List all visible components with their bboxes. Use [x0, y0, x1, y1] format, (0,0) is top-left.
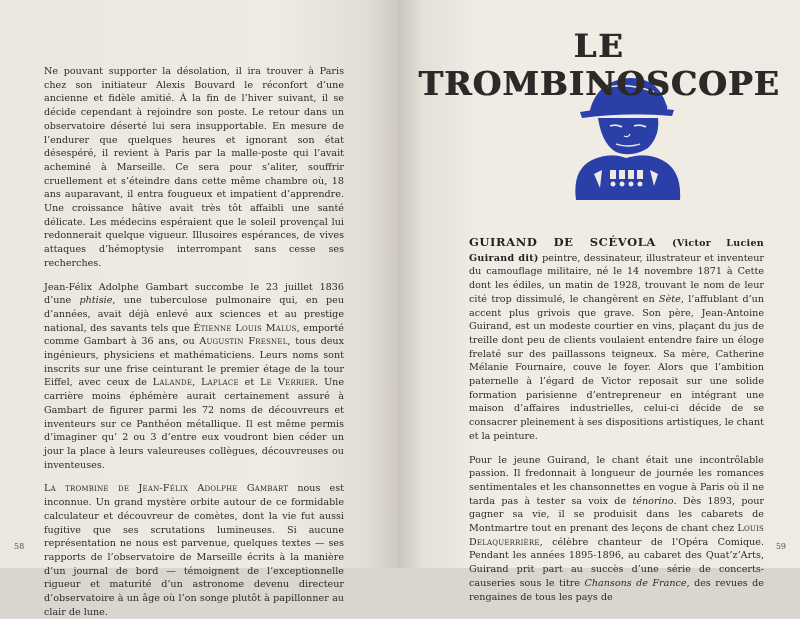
small-caps-name: Étienne Louis Malus: [193, 322, 297, 334]
text-run: ,: [192, 377, 202, 389]
small-caps-name: Louis Delaquerrière: [469, 523, 764, 548]
body-paragraph: [44, 482, 344, 619]
small-caps-name: La trombine de Jean-Félix Adolphe Gambart: [44, 483, 289, 495]
body-paragraph: [469, 236, 764, 444]
text-run: . Une carrière moins éphémère aurait certainement assuré à Gambart de figurer parmi les 72 noms de découvreurs et inventeurs sur ce Panthéon métallique. Il est même permis d’imaginer qu’ 2 ou 3 d’entre eux voudront bien céder un jour la place à leurs valeureuses collègues, découvreuses ou inventeuses.: [44, 377, 345, 471]
left-text-column: [44, 65, 344, 619]
small-caps-name: Laplace: [201, 377, 239, 389]
text-run: Ne pouvant supporter la désolation, il ira trouver à Paris chez son initiateur Alexis Bouvard le réconfort d’une ancienne et fidèle amitié. À la fin de l’hiver suivant, il se décide cependant à rejoindre son poste. Le retour dans un observatoire déserté lui sera insupportable. En mesure de l’endurer que quelques heures et ignorant son état désespéré, il revient à Paris par la malle-poste qui l’avait acheminé à Marseille. Ce sera pour s’aliter, souffrir cruellement et s’éteindre dans cette même chambre où, 18 ans auparavant, il entra fougueux et impatient d’apprendre. Une croissance hâtive avait très tôt affaibli une santé délicate. Les médecins espéraient que le soleil provençal lui redonnerait quelque vigueur. Illusoires espérances, de vives attaques d’hémoptysie interrompant sans cesse ses recherches.: [44, 66, 344, 269]
page-number-left: 58: [14, 542, 25, 551]
entry-subname: (Victor Lucien Guirand dit): [469, 238, 765, 264]
title-line-1: LE: [573, 27, 625, 65]
body-paragraph: [44, 65, 344, 271]
right-page: [398, 0, 800, 603]
text-run: Jean-Félix Adolphe Gambart succombe le 23 juillet 1836 d’une: [44, 281, 344, 307]
right-text-column: [469, 236, 764, 604]
body-paragraph: [469, 454, 764, 605]
text-run: . Dès 1893, pour gagner sa vie, il se produisit dans les cabarets de Montmartre tout en prenant des leçons de chant chez: [469, 495, 764, 535]
left-page: [0, 0, 398, 618]
small-caps-name: Augustin Fresnel: [199, 336, 288, 348]
body-paragraph: [44, 281, 344, 473]
small-caps-name: Lalande: [152, 377, 193, 389]
italic-term: Sète: [659, 293, 681, 305]
text-run: Pour le jeune Guirand, le chant était une incontrôlable passion. Il fredonnait à longueur de journée les romances sentimentales et les chansonnettes en vogue à Paris où il ne tarda pas à tester sa voix de: [469, 454, 764, 507]
text-run: et: [238, 377, 261, 389]
text-run: , célèbre chanteur de l’Opéra Comique. Pendant les années 1895-1896, au cabaret des Quat’z’Arts, Guirand prit part au succès d’une série de concerts-causeries sous le titre: [469, 536, 764, 589]
text-run: , l’affublant d’un accent plus grivois que grave. Son père, Jean-Antoine Guirand, est un modeste courtier en vins, plaçant du jus de treille dont peu de clients voulaient entendre faire un éloge frelaté sur des paillassons teigneux. Sa mère, Catherine Mélanie Fournaire, couve le foyer. Alors que l’ambition paternelle à l’égard de Victor reposait sur une solide formation parisienne d’entrepreneur en intégrant une maison d’affaires industrielles, celui-ci décide de se consacrer pleinement à ses dispositions artistiques, le chant et la peinture.: [469, 293, 764, 442]
title-line-2: TROMBINOSCOPE: [418, 64, 780, 103]
text-run: , tous deux ingénieurs, physiciens et mathématiciens. Leurs noms sont inscrits sur une frise ceinturant le premier étage de la tour Eiffel, avec ceux de: [44, 336, 344, 389]
text-run: , des revues de rengaines de tous les pays de: [469, 577, 764, 603]
text-run: , une tuberculose pulmonaire qui, en peu d’années, avait déjà enlevé aux sciences et au prestige national, des savants tels que: [44, 295, 344, 334]
small-caps-name: Le Verrier: [260, 377, 316, 389]
text-run: nous est inconnue. Un grand mystère orbite autour de ce formidable calculateur et découvreur de comètes, dont la vie fut aussi fugitive que ses scrutations lumineuses. Si aucune représentation ne nous est parvenue, quelques textes — ses rapports de l’observatoire de Marseille écrits à la manière d’un journal de bord — témoignent de l’exceptionnelle rigueur et maturité d’un astronome devenu directeur d’observatoire à un âge où l’on songe plutôt à papillonner au clair de lune.: [44, 483, 344, 618]
text-run: , emporté comme Gambart à 36 ans, ou: [44, 322, 344, 348]
italic-term: phtisie: [79, 295, 113, 307]
entry-name: GUIRAND DE SCÉVOLA (Victor Lucien Guirand dit): [469, 235, 765, 264]
italic-term: Chansons de France: [584, 577, 687, 589]
italic-term: ténorino: [632, 495, 674, 507]
page-number-right: 59: [775, 542, 786, 551]
text-run: peintre, dessinateur, illustrateur et inventeur du camouflage militaire, né le 14 novembre 1871 à Cette dont les édiles, un matin de 1928, trouvant le nom de leur cité trop dissimulé, le changèrent en: [469, 252, 764, 305]
